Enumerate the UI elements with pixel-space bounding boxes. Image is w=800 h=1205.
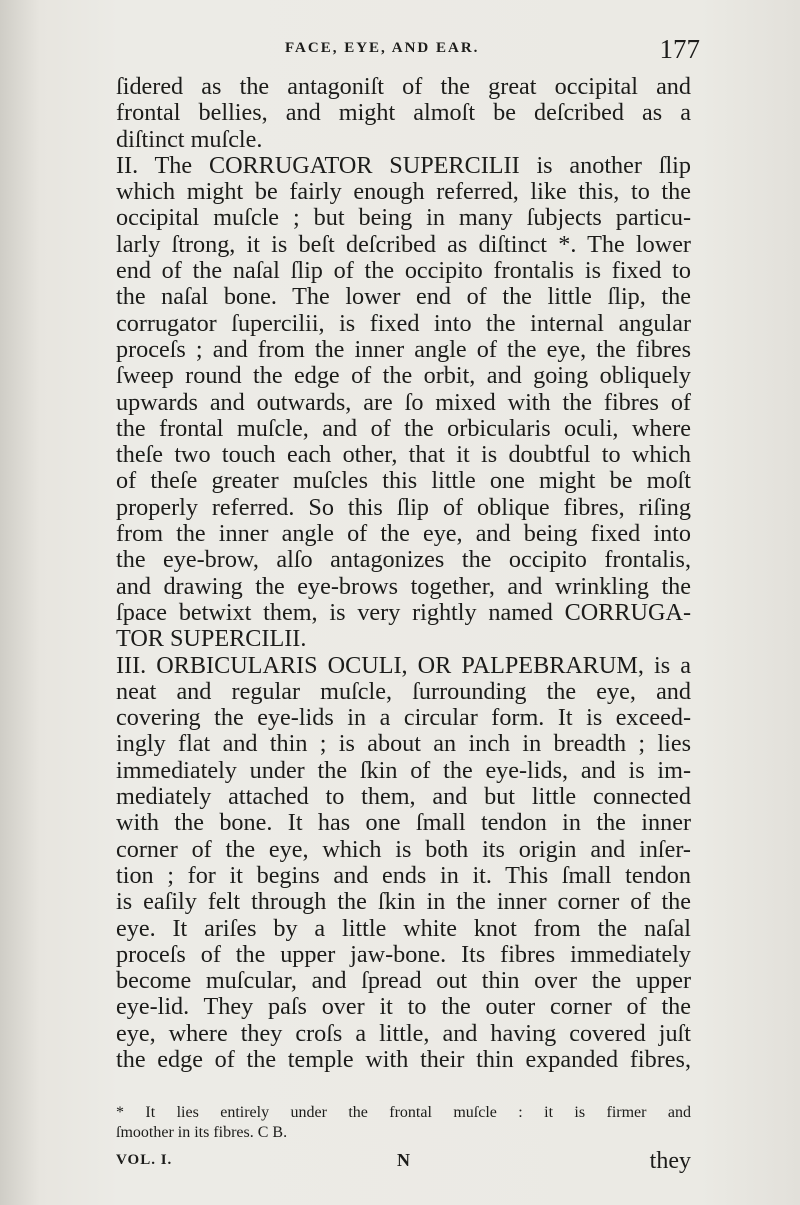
text-line: II. The CORRUGATOR SUPERCILII is another ſlip	[116, 151, 691, 179]
text-line: properly referred. So this ſlip of oblique fibres, riſing	[116, 493, 691, 521]
footnote-line: * It lies entirely under the frontal muſcle : it is firmer and	[116, 1104, 691, 1121]
footnote-line: ſmoother in its fibres. C B.	[116, 1124, 288, 1141]
text-line: upwards and outwards, are ſo mixed with the fibres of	[116, 388, 691, 416]
volume-signature: VOL. I.	[116, 1152, 173, 1168]
text-line: and drawing the eye-brows together, and wrinkling the	[116, 572, 691, 600]
text-line: mediately attached to them, and but little connected	[116, 783, 691, 811]
text-line: with the bone. It has one ſmall tendon in the inner	[116, 809, 691, 837]
text-line: frontal bellies, and might almoſt be deſcribed as a	[116, 99, 691, 127]
text-line: ingly flat and thin ; is about an inch in breadth ; lies	[116, 730, 691, 758]
text-line: end of the naſal ſlip of the occipito frontalis is fixed to	[116, 257, 691, 285]
body-text	[116, 74, 691, 1073]
catchword: they	[649, 1148, 691, 1174]
text-line: diſtinct muſcle.	[116, 125, 263, 153]
text-line: ſpace betwixt them, is very rightly named CORRUGA-	[116, 598, 691, 626]
text-line: the eye-brow, alſo antagonizes the occipito frontalis,	[116, 546, 691, 574]
running-head	[110, 36, 700, 66]
text-line: ſweep round the edge of the orbit, and going obliquely	[116, 362, 691, 390]
text-line: TOR SUPERCILII.	[116, 625, 307, 653]
text-line: corrugator ſupercilii, is fixed into the internal angular	[116, 309, 691, 337]
text-line: of theſe greater muſcles this little one might be moſt	[116, 467, 691, 495]
text-line: covering the eye-lids in a circular form. It is exceed-	[116, 704, 691, 732]
text-line: proceſs of the upper jaw-bone. Its fibres immediately	[116, 940, 691, 968]
text-line: proceſs ; and from the inner angle of the eye, the fibres	[116, 335, 691, 363]
text-line: eye. It ariſes by a little white knot from the naſal	[116, 914, 691, 942]
footnote	[116, 1103, 691, 1143]
text-line: III. ORBICULARIS OCULI, OR PALPEBRARUM, is a	[116, 651, 691, 679]
text-line: become muſcular, and ſpread out thin over the upper	[116, 967, 691, 995]
signature-mark: N	[397, 1150, 410, 1170]
text-line: is eaſily felt through the ſkin in the inner corner of the	[116, 888, 691, 916]
text-line: immediately under the ſkin of the eye-lids, and is im-	[116, 756, 691, 784]
text-line: tion ; for it begins and ends in it. This ſmall tendon	[116, 861, 691, 889]
text-line: eye-lid. They paſs over it to the outer corner of the	[116, 993, 691, 1021]
text-line: the edge of the temple with their thin expanded fibres,	[116, 1045, 691, 1073]
text-line: eye, where they croſs a little, and having covered juſt	[116, 1019, 691, 1047]
text-line: theſe two touch each other, that it is doubtful to which	[116, 441, 691, 469]
text-line: neat and regular muſcle, ſurrounding the eye, and	[116, 677, 691, 705]
running-title: FACE, EYE, AND EAR.	[285, 40, 480, 56]
text-line: corner of the eye, which is both its origin and inſer-	[116, 835, 691, 863]
page-number: 177	[659, 34, 700, 64]
text-line: from the inner angle of the eye, and being fixed into	[116, 520, 691, 548]
text-line: occipital muſcle ; but being in many ſubjects particu-	[116, 204, 691, 232]
text-line: larly ſtrong, it is beſt deſcribed as diſtinct *. The lower	[116, 230, 691, 258]
text-line: the naſal bone. The lower end of the little ſlip, the	[116, 283, 691, 311]
text-line: ſidered as the antagoniſt of the great occipital and	[116, 73, 691, 100]
text-line: which might be fairly enough referred, like this, to the	[116, 178, 691, 206]
page-footer	[116, 1148, 691, 1180]
text-line: the frontal muſcle, and of the orbicularis oculi, where	[116, 414, 691, 442]
